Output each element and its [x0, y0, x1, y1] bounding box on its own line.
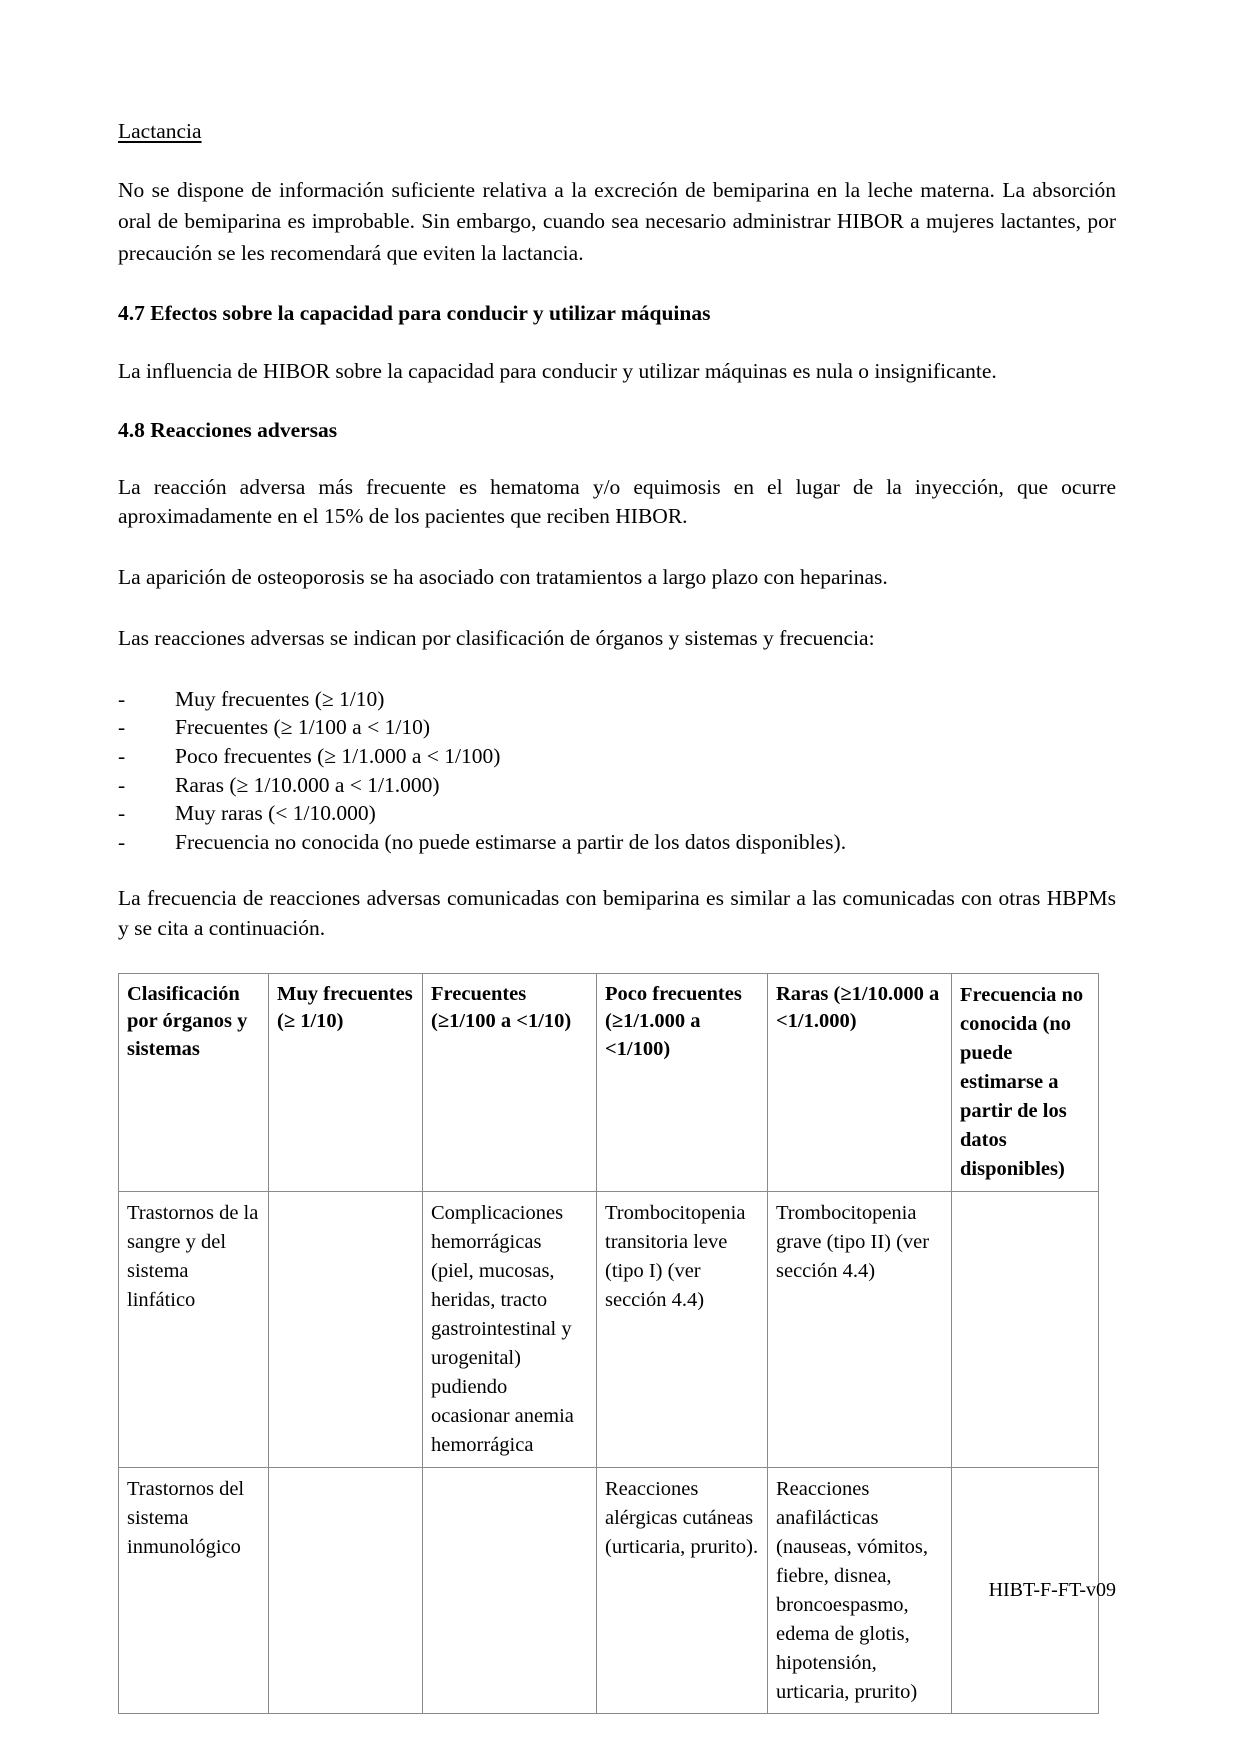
frequency-item-label: Frecuencia no conocida (no puede estimarse a partir de los datos disponibles). — [175, 829, 847, 854]
column-header-frecuentes: Frecuentes (≥1/100 a <1/10) — [423, 973, 597, 1191]
frequency-item-label: Poco frecuentes (≥ 1/1.000 a < 1/100) — [175, 743, 501, 768]
list-item — [118, 771, 1116, 800]
frequency-definition-list — [118, 685, 1116, 857]
adverse-reactions-paragraph-1: La reacción adversa más frecuente es hematoma y/o equimosis en el lugar de la inyección, que ocurre aproximadamente en el 15% de los pacientes que reciben HIBOR. — [118, 475, 1116, 529]
adverse-reactions-table — [118, 973, 1099, 1715]
bullet-dash: - — [118, 743, 126, 768]
column-header-poco-frecuentes: Poco frecuentes (≥1/1.000 a <1/100) — [597, 973, 768, 1191]
frequency-item-label: Raras (≥ 1/10.000 a < 1/1.000) — [175, 772, 440, 797]
adverse-reactions-paragraph-2: La aparición de osteoporosis se ha asociado con tratamientos a largo plazo con heparinas. — [118, 564, 888, 589]
frequency-item-label: Frecuentes (≥ 1/100 a < 1/10) — [175, 715, 430, 740]
cell-raras-text: Reacciones anafilácticas (nauseas, vómitos, fiebre, disnea, broncoespasmo, edema de glotis, hipotensión, urticaria, prurito) — [776, 1477, 929, 1704]
cell-frecuencia-no-conocida — [952, 1191, 1099, 1467]
cell-organ-class: Trastornos de la sangre y del sistema linfático — [119, 1191, 269, 1467]
section-4-8-heading: 4.8 Reacciones adversas — [118, 418, 338, 443]
bullet-dash: - — [118, 772, 126, 797]
cell-raras — [768, 1467, 952, 1714]
cell-raras: Trombocitopenia grave (tipo II) (ver sección 4.4) — [768, 1191, 952, 1467]
cell-poco-frecuentes: Reacciones alérgicas cutáneas (urticaria, prurito). — [597, 1467, 768, 1714]
table-header-row — [119, 973, 1099, 1191]
table-row — [119, 1467, 1099, 1714]
column-header-raras: Raras (≥1/10.000 a <1/1.000) — [768, 973, 952, 1191]
cell-muy-frecuentes — [269, 1191, 423, 1467]
list-item — [118, 713, 1116, 742]
section-4-7-heading: 4.7 Efectos sobre la capacidad para conducir y utilizar máquinas — [118, 300, 711, 325]
bullet-dash: - — [118, 686, 126, 711]
footer-document-code: HIBT-F-FT-v09 — [988, 1579, 1116, 1601]
list-item — [118, 799, 1116, 828]
lactancia-paragraph: No se dispone de información suficiente relativa a la excreción de bemiparina en la leche materna. La absorción oral de bemiparina es improbable. Sin embargo, cuando sea necesario administrar HIBOR a mujeres lactantes, por precaución se les recomendará que eviten la lactancia. — [118, 177, 1116, 266]
column-header-frecuencia-no-conocida: Frecuencia no conocida (no puede estimarse a partir de los datos disponibles) — [952, 973, 1099, 1191]
cell-frecuentes: Complicaciones hemorrágicas (piel, mucosas, heridas, tracto gastrointestinal y urogenital) pudiendo ocasionar anemia hemorrágica — [423, 1191, 597, 1467]
cell-frecuentes — [423, 1467, 597, 1714]
section-4-7-paragraph: La influencia de HIBOR sobre la capacidad para conducir y utilizar máquinas es nula o insignificante. — [118, 358, 997, 383]
bullet-dash: - — [118, 715, 126, 740]
frequency-item-label: Muy frecuentes (≥ 1/10) — [175, 686, 385, 711]
cell-organ-class: Trastornos del sistema inmunológico — [119, 1467, 269, 1714]
column-header-organ-class: Clasificación por órganos y sistemas — [119, 973, 269, 1191]
table-row — [119, 1191, 1099, 1467]
list-item — [118, 742, 1116, 771]
bullet-dash: - — [118, 829, 126, 854]
adverse-reactions-paragraph-3: Las reacciones adversas se indican por clasificación de órganos y sistemas y frecuencia: — [118, 626, 875, 651]
lactancia-heading: Lactancia — [118, 119, 202, 143]
adverse-reactions-paragraph-4: La frecuencia de reacciones adversas comunicadas con bemiparina es similar a las comunicadas con otras HBPMs y se cita a continuación. — [118, 886, 1116, 940]
frequency-item-label: Muy raras (< 1/10.000) — [175, 801, 376, 826]
column-header-muy-frecuentes: Muy frecuentes (≥ 1/10) — [269, 973, 423, 1191]
cell-muy-frecuentes — [269, 1467, 423, 1714]
list-item — [118, 685, 1116, 714]
list-item — [118, 828, 1116, 857]
cell-poco-frecuentes: Trombocitopenia transitoria leve (tipo I) (ver sección 4.4) — [597, 1191, 768, 1467]
bullet-dash: - — [118, 801, 126, 826]
